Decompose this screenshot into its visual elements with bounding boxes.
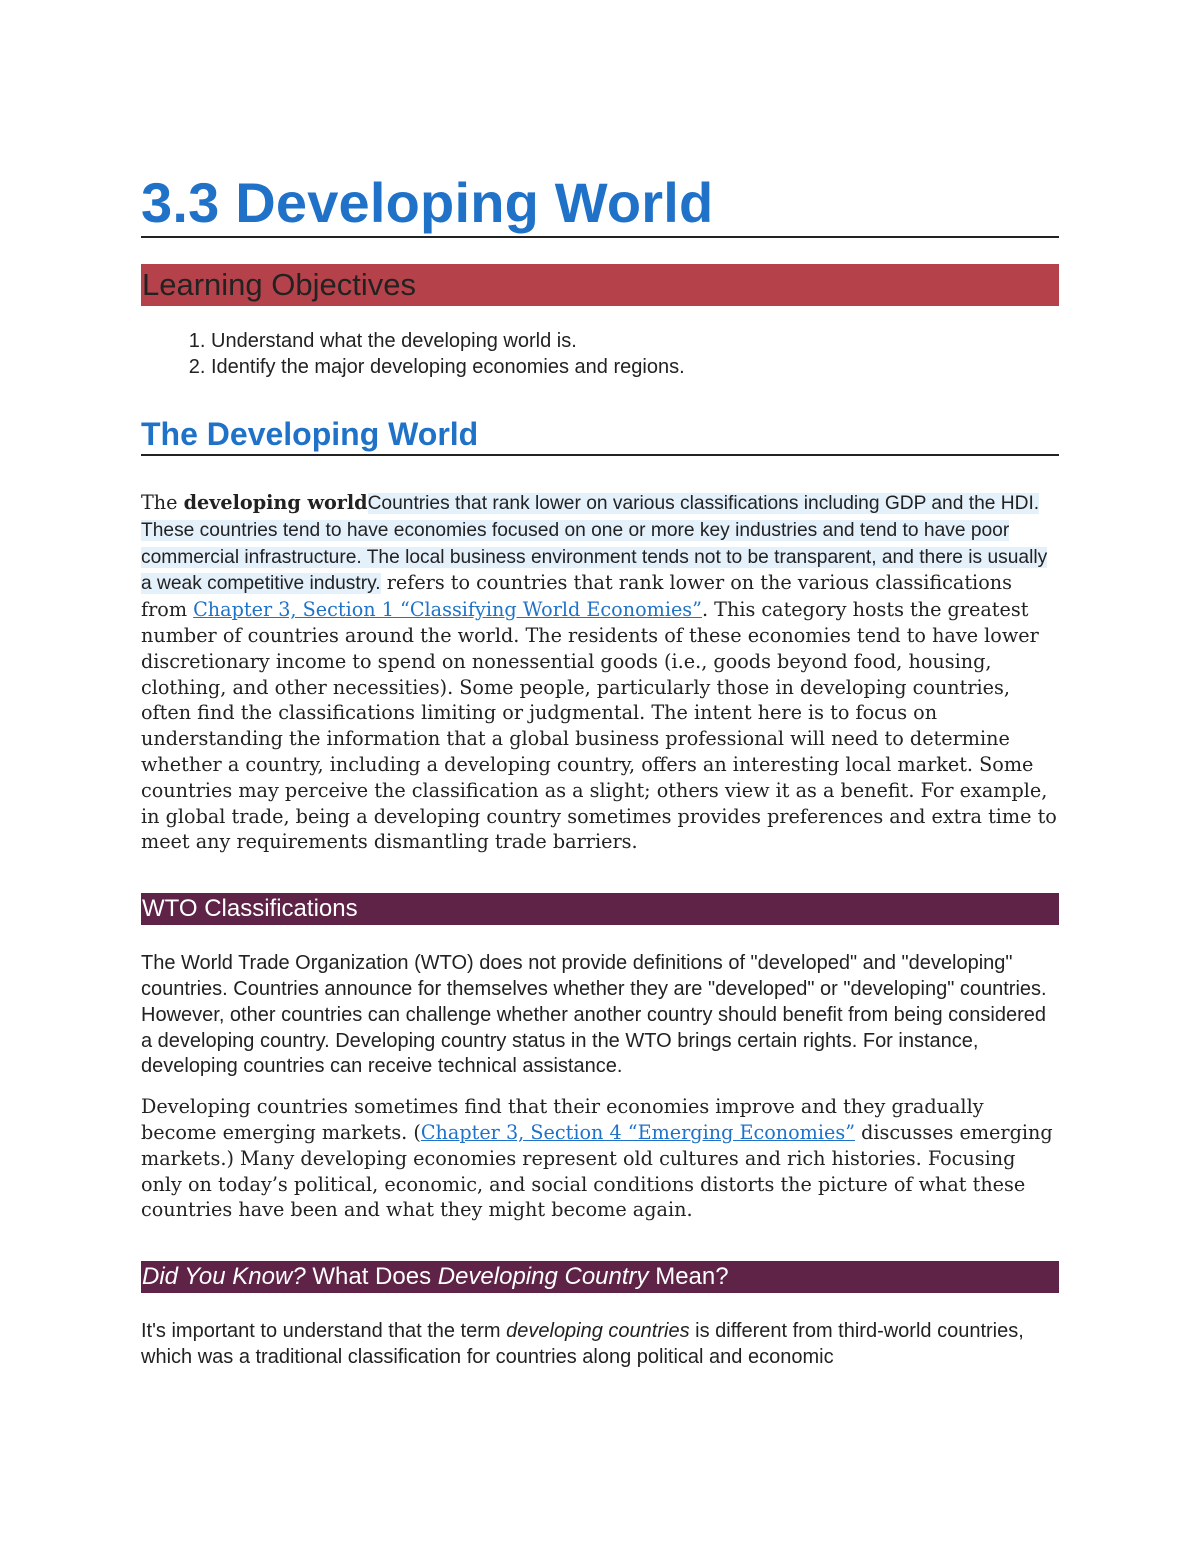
para-text: discusses emerging markets.) Many developing economies represent old cultures and rich histories. Focusing only on today’s political, economic, and social conditions distorts the picture of what these countries have been and what they might become again. (141, 1120, 1053, 1222)
heading-italic: Developing Country (437, 1263, 649, 1291)
para-text: Developing countries sometimes find that their economies improve and they gradually become emerging markets. ( (141, 1095, 984, 1144)
document-page (141, 170, 1059, 1371)
page-title: 3.3 Developing World (141, 170, 1059, 238)
section-heading-developing-world: The Developing World (141, 414, 1059, 456)
chapter-3-section-4-link[interactable]: Chapter 3, Section 4 “Emerging Economies” (420, 1120, 856, 1144)
did-you-know-paragraph (141, 1319, 1059, 1371)
developing-world-paragraph (141, 490, 1059, 855)
did-you-know-heading (141, 1261, 1059, 1293)
wto-paragraph: The World Trade Organization (WTO) does not provide definitions of "developed" and "developing" countries. Countries announce for themselves whether they are "developed" or "developing" countries. However, other countries can challenge whether another country should benefit from being considered a developing country. Developing country status in the WTO brings certain rights. For instance, developing countries can receive technical assistance. (141, 952, 1047, 1078)
learning-objectives-list (141, 328, 1059, 380)
para-text: . This category hosts the greatest number of countries around the world. The residents of these economies tend to have lower discretionary income to spend on nonessential goods (i.e., goods beyond food, housing, clothing, and other necessities). Some people, particularly those in developing countries, often find the classifications limiting or judgmental. The intent here is to focus on understanding the information that a global business professional will need to determine whether a country, including a developing country, offers an interesting local market. Some countries may perceive the classification as a slight; others view it as a benefit. For example, in global trade, being a developing country sometimes provides preferences and extra time to meet any requirements dismantling trade barriers. (141, 598, 1057, 854)
glossary-term[interactable]: developing world (183, 491, 368, 514)
para-text: refers to countries that rank lower on the various classifications from (141, 571, 1012, 622)
para-text: is different from third-world countries, which was a traditional classification for countries along political and economic (141, 1320, 1024, 1368)
objective-item: 1. Understand what the developing world is. (211, 328, 1059, 354)
objective-item: 2. Identify the major developing economies and regions. (211, 354, 1059, 380)
heading-plain: What Does (305, 1263, 438, 1291)
emerging-markets-paragraph (141, 1094, 1059, 1223)
italic-term: developing countries (506, 1320, 690, 1343)
heading-italic: Did You Know? (142, 1263, 306, 1291)
glossary-definition: Countries that rank lower on various classifications including GDP and the HDI. These countries tend to have economies focused on one or more key industries and tend to have poor commercial infrastructure. The local business environment tends not to be transparent, and there is usually a weak competitive industry. (141, 493, 1048, 595)
para-lead: The (141, 491, 184, 514)
para-text: It's important to understand that the term (141, 1320, 507, 1343)
chapter-3-section-1-link[interactable]: Chapter 3, Section 1 “Classifying World Economies” (193, 598, 702, 622)
wto-classifications-heading: WTO Classifications (141, 893, 1059, 925)
heading-plain: Mean? (648, 1263, 729, 1291)
learning-objectives-heading: Learning Objectives (141, 264, 1059, 306)
